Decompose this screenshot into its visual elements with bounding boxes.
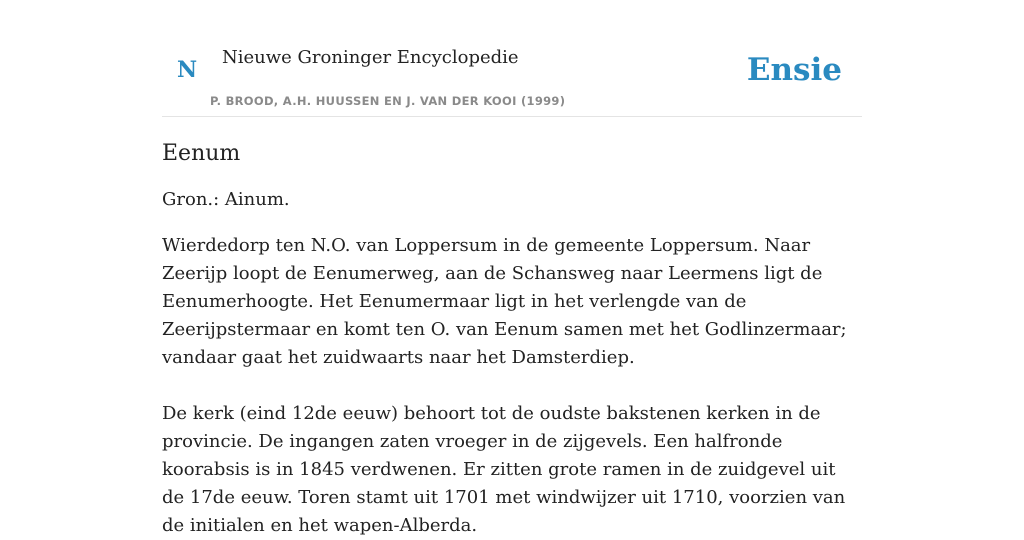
page-header: [162, 0, 862, 117]
source-logo-icon[interactable]: N: [177, 57, 198, 83]
entry-title: Eenum: [162, 141, 241, 166]
ensie-brand-logo[interactable]: Ensie: [746, 52, 842, 88]
entry-alias: Gron.: Ainum.: [162, 189, 290, 210]
entry-paragraph: Wierdedorp ten N.O. van Loppersum in de gemeente Loppersum. Naar Zeerijp loopt de Eenumerweg, aan de Schansweg naar Leermens ligt de Eenumerhoogte. Het Eenumermaar ligt in het verlengde van de Zeerijpstermaar en komt ten O. van Eenum samen met het Godlinzermaar; vandaar gaat het zuidwaarts naar het Damsterdiep.: [162, 235, 847, 368]
entry-paragraph: De kerk (eind 12de eeuw) behoort tot de oudste bakstenen kerken in de provincie. De ingangen zaten vroeger in de zijgevels. Een halfronde koorabsis is in 1845 verdwenen. Er zitten grote ramen in de zuidgevel uit de 17de eeuw. Toren stamt uit 1701 met windwijzer uit 1710, voorzien van de initialen en het wapen-Alberda.: [162, 403, 846, 536]
source-title-link[interactable]: Nieuwe Groninger Encyclopedie: [222, 47, 519, 68]
source-authors: P. BROOD, A.H. HUUSSEN EN J. VAN DER KOOI (1999): [210, 94, 566, 108]
entry-content: [162, 136, 862, 540]
